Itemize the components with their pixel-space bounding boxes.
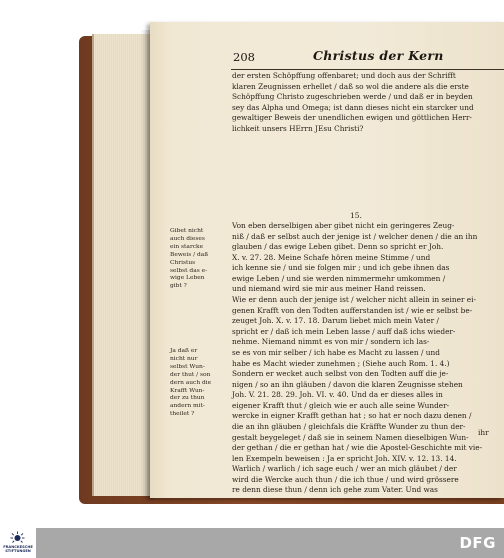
text-line: sey das Alpha und Omega; ist dann dieses nicht ein starcker und — [232, 102, 474, 112]
body-text-top — [232, 71, 504, 134]
text-line: und niemand wird sie mir aus meiner Hand reissen. — [232, 284, 426, 294]
marginal-line: ein starcke — [170, 243, 204, 250]
text-line: Schöpffung Christo zugeschrieben werde / und daß er in beyden — [232, 92, 473, 102]
text-line: der ersten Schöpffung offenbaret; und doch aus der Schrifft — [232, 71, 456, 80]
section-number: 15. — [350, 211, 362, 220]
text-line: lichkeit unsers HErrn JEsu Christi? — [232, 123, 364, 133]
marginal-line: Beweis / daß — [170, 251, 209, 258]
logo-text — [1, 545, 35, 553]
marginal-line: dern auch die — [170, 379, 212, 386]
dfg-logo[interactable]: DFG — [459, 534, 496, 552]
text-line: re denn diese thun / denn ich gehe zum Vater. Und was — [232, 485, 438, 495]
marginal-note-1 — [170, 228, 208, 291]
text-line: die an ihn gläuben / gleichfals die Kräffte Wunder zu thun der- — [232, 421, 466, 431]
text-line: nigen / so an ihn gläuben / davon die klaren Zeugnisse stehen — [232, 379, 463, 389]
text-line: eigener Krafft thut / gleich wie er auch alle seine Wunder- — [232, 400, 450, 410]
catchword: ihr — [478, 428, 489, 437]
text-line: X. v. 27. 28. Meine Schafe hören meine Stimme / und — [232, 252, 431, 262]
text-line: Von eben derselbigen aber gibet nicht ein geringeres Zeug- — [232, 221, 455, 230]
marginal-line: wige Leben — [170, 275, 205, 282]
text-line: wercke in eigner Krafft gethan hat ; so hat er noch dazu denen / — [232, 411, 472, 421]
text-line: nehme. Niemand nimmt es von mir / sondern ich las- — [232, 337, 430, 347]
marginal-line: selbst das e- — [170, 267, 208, 274]
text-line: genen Krafft von den Todten aufferstanden ist / wie er selbst be- — [232, 305, 473, 315]
page-header — [233, 46, 504, 68]
text-line: gewaltiger Beweis der unendlichen ewigen und göttlichen Herr- — [232, 113, 472, 123]
text-line: glauben / das ewige Leben gibet. Denn so spricht er Joh. — [232, 242, 444, 252]
text-line: Warlich / warlich / ich sage euch / wer an mich gläubet / der — [232, 464, 457, 474]
text-line: der gethan / die er gethan hat / wie die Apostel-Geschichte mit vie- — [232, 443, 483, 453]
text-line: gestalt beygeleget / daß sie in seinem Namen dieselbigen Wun- — [232, 432, 469, 442]
sun-emblem-icon — [10, 531, 25, 544]
text-line: ich kenne sie / und sie folgen mir ; und ich gebe ihnen das — [232, 263, 450, 273]
text-line: len Exempeln beweisen : Ja er spricht Joh. XIV. v. 12. 13. 14. — [232, 453, 457, 463]
marginal-line: nicht nur — [170, 355, 198, 362]
marginal-line: gibt ? — [170, 283, 187, 290]
header-rule — [231, 69, 504, 70]
marginal-line: Gibet nicht — [170, 228, 204, 234]
marginal-line: der zu thun — [170, 395, 205, 402]
text-line: niß / daß er selbst auch der jenige ist / welcher denen / die an ihn — [232, 231, 478, 241]
marginal-line: Christus — [170, 259, 196, 266]
marginal-note-2 — [170, 348, 211, 419]
logo-text-line-1: FRANCKESCHE — [3, 545, 33, 549]
marginal-line: der thut / son — [170, 371, 211, 378]
text-line: klaren Zeugnissen erhellet / daß so wol die andere als die erste — [232, 81, 469, 91]
body-text-main — [232, 221, 504, 496]
text-line: se es von mir selber / ich habe es Macht zu lassen / und — [232, 347, 440, 357]
text-line: wird die Wercke auch thun / die ich thue / und wird grössere — [232, 474, 459, 484]
marginal-line: Ja daß er — [170, 348, 198, 354]
marginal-line: Krafft Wun- — [170, 387, 205, 394]
page-number: 208 — [233, 50, 255, 64]
text-line: Wie er denn auch der jenige ist / welcher nicht allein in seiner ei- — [232, 295, 476, 305]
marginal-line: selbst Wun- — [170, 363, 205, 370]
francke-logo[interactable] — [0, 528, 36, 558]
marginal-line: theilet ? — [170, 411, 195, 418]
text-line: spricht er / daß ich mein Leben lasse / auff daß ichs wieder- — [232, 326, 456, 336]
marginal-line: andern mit- — [170, 403, 205, 410]
text-line: Sondern er wecket auch selbst von den Todten auff die je- — [232, 369, 449, 379]
text-line: zeuget Joh. X. v. 17. 18. Darum liebet mich mein Vater / — [232, 316, 439, 326]
running-title: Christus der Kern — [313, 48, 444, 63]
marginal-line: auch dieses — [170, 235, 205, 242]
text-line: habe es Macht wieder zunehmen ; (Siehe auch Rom. 1. 4.) — [232, 358, 450, 368]
text-line: ewige Leben / und sie werden nimmermehr umkommen / — [232, 273, 446, 283]
text-line: Joh. V. 21. 28. 29. Joh. VI. v. 40. Und da er dieses alles in — [232, 390, 443, 400]
viewer-footer-bar — [0, 528, 504, 558]
logo-text-line-2: STIFTUNGEN — [5, 549, 31, 554]
